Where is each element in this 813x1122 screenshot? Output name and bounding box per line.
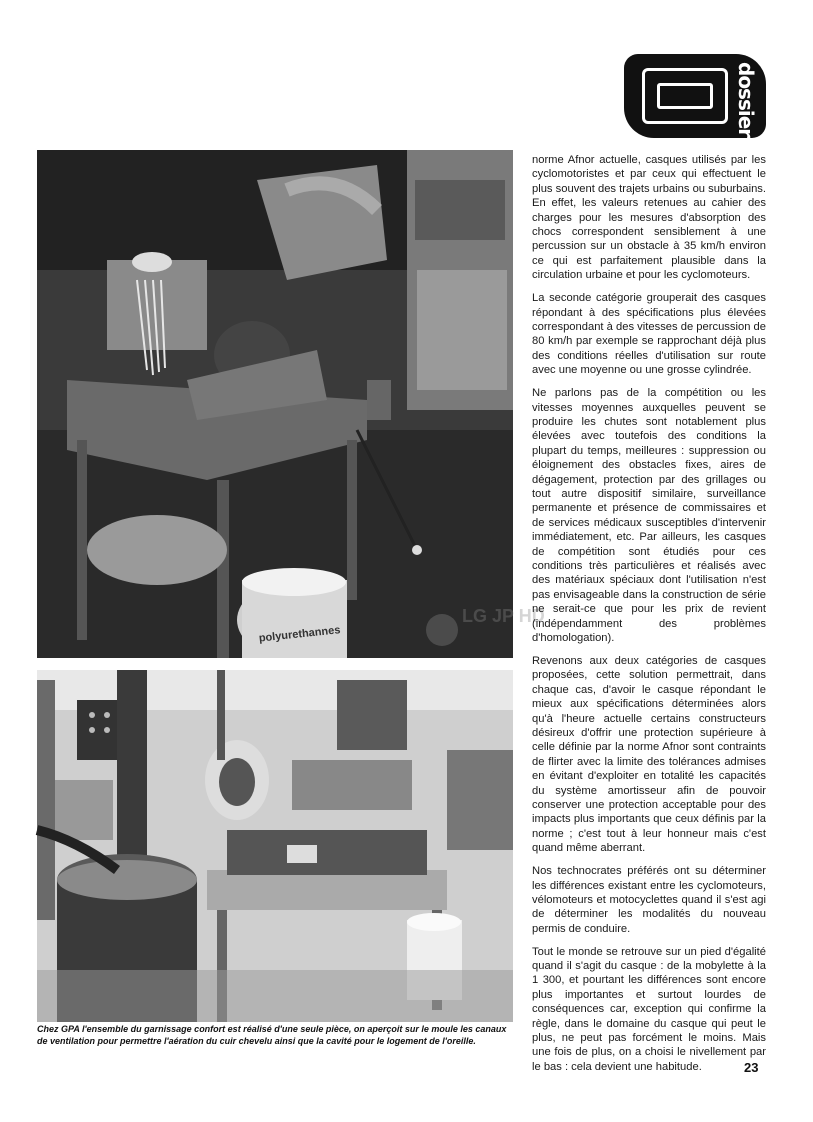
article-paragraph: La seconde catégorie grouperait des casques répondant à des spécifications plus élevées correspondant à des vitesses de percussion de 80 km/h par exemple se rapprochant déjà plus des conditions réelles d'utilisation sur route avec une moyenne ou une grosse cylindrée.	[532, 292, 766, 377]
watermark-drawing	[420, 600, 545, 680]
watermark-text: LG JP HD	[462, 606, 545, 626]
workshop-photo-bottom	[37, 670, 513, 1022]
page-number: 23	[744, 1060, 759, 1075]
article-paragraph: Ne parlons pas de la compétition ou les vitesses moyennes auxquelles peuvent se produire les chutes sont notablement plus élevées avec toutefois des conditions la plupart du temps, meilleures : suppression ou éloignement des obstacles fixes, aires de dégagement, protection par des grillages ou tout autre dispositif similaire, surveillance permanente et présence de commissaires et de services médicaux susceptibles d'intervenir immédiatement, etc. Par ailleurs, les casques de compétition sont étudiés pour ces conditions très particulières et réalisés avec des matériaux spéciaux dont l'utilisation n'est pas envisageable dans la construction de série ne serait-ce que pour les prix de revient (indépendamment des problèmes d'homologation).	[532, 387, 766, 644]
article-paragraph: Revenons aux deux catégories de casques proposées, cette solution permettrait, dans chaque cas, d'avoir le casque répondant le mieux aux spécifications déterminées alors qu'à l'heure actuelle certains constructeurs désireux d'offrir une protection supérieure à celle définie par la norme Afnor sont contraints de flirter avec la limite des tolérances admises en évitant d'exploiter en totalité les capacités du système amortisseur afin de pouvoir conserver une protection acceptable pour des impacts plus importants que ceux définis par la norme ; c'est tout à leur honneur mais c'est quand même aberrant.	[532, 654, 766, 855]
article-paragraph: norme Afnor actuelle, casques utilisés par les cyclomotoristes et par ceux qui effectuent le plus souvent des trajets urbains ou suburbains. En effet, les valeurs retenues au cahier des charges pour les mesures d'absorption des chocs correspondent sensiblement à une percussion sur un obstacle à 35 km/h environ ce qui est parfaitement plausible dans la circulation urbaine et pour les cyclomoteurs.	[532, 154, 766, 282]
container-label: polyurethannes	[258, 624, 341, 645]
badge-label: dossier	[734, 62, 758, 138]
workshop-photo-top	[37, 150, 513, 658]
workshop-photo-top-drawing	[37, 150, 513, 658]
workshop-photo-bottom-drawing	[37, 670, 513, 1022]
watermark	[420, 600, 545, 680]
article-paragraph: Tout le monde se retrouve sur un pied d'égalité quand il s'agit du casque : de la mobylette à la 1 300, et pourtant les différences sont encore plus importantes et surtout lourdes de conséquences car, exception qui confirme la règle, dans le domaine du casque qui peut le plus, ne peut pas forcément le moins. Mais une fois de plus, on a choisi le nivellement par le bas : cela devient une habitude.	[532, 945, 766, 1073]
article-column	[532, 153, 766, 1083]
photo-caption: Chez GPA l'ensemble du garnissage confort est réalisé d'une seule pièce, on aperçoit sur le moule les canaux de ventilation pour permettre l'aération du cuir chevelu ainsi que la cavité pour le logement de l'oreille.	[37, 1024, 507, 1046]
helmet-box-icon	[642, 68, 728, 124]
dossier-badge	[624, 54, 766, 138]
article-paragraph: Nos technocrates préférés ont su déterminer les différences existant entre les cyclomoteurs, vélomoteurs et motocyclettes quand il s'est agi de déterminer les modalités du nouveau permis de conduire.	[532, 865, 766, 935]
